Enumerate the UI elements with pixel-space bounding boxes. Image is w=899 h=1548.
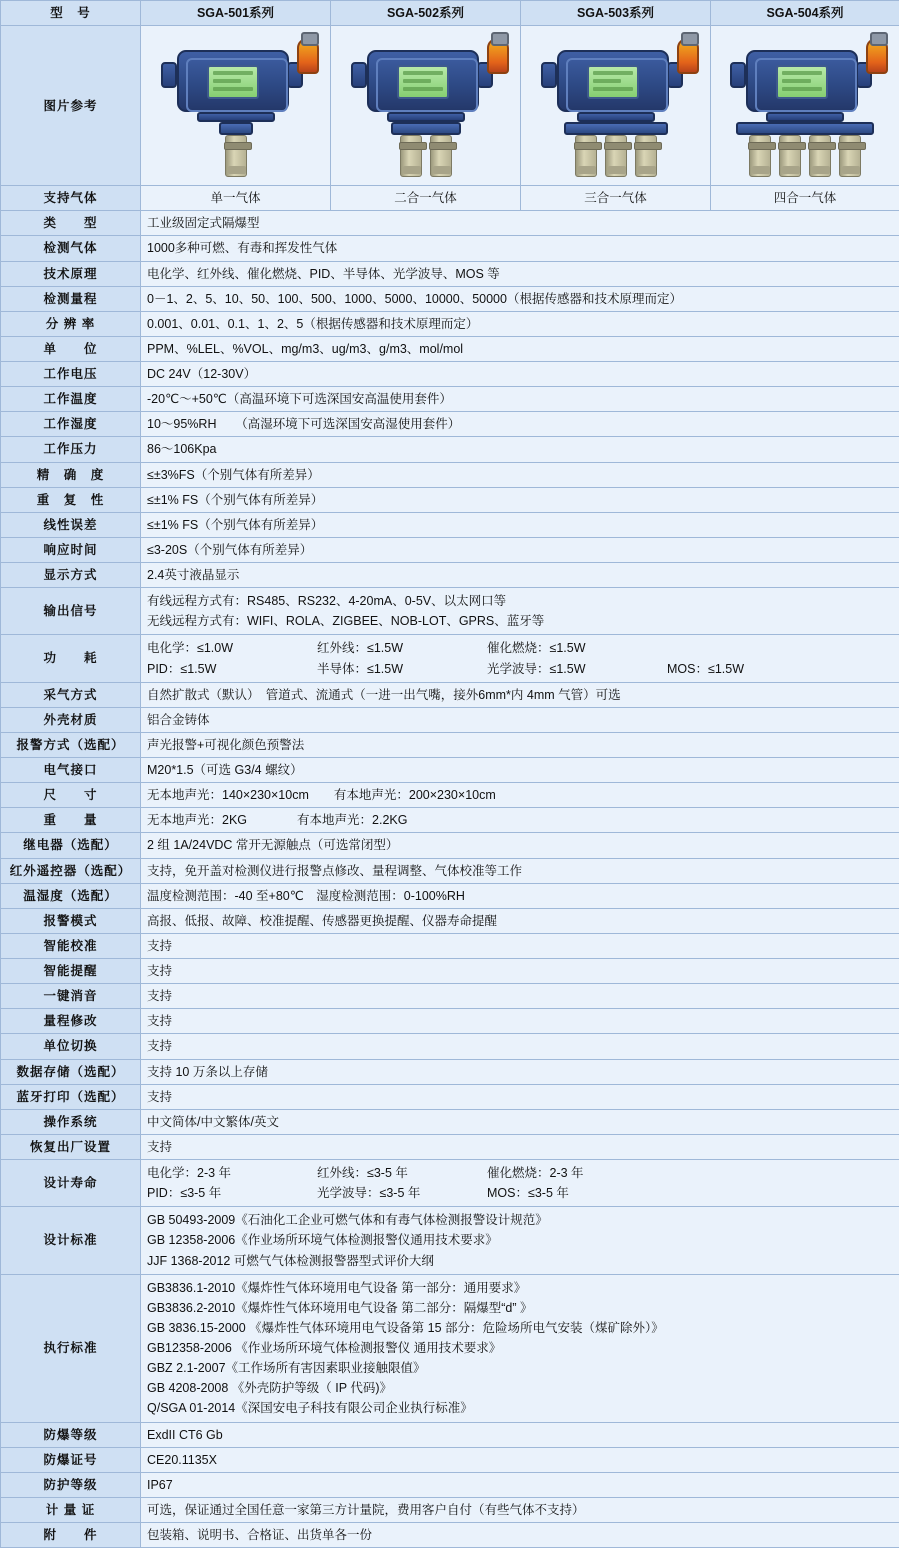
gas-cell-3: 三合一气体 <box>521 186 711 211</box>
row-label: 重 复 性 <box>1 487 141 512</box>
row-value: 中文简体/中文繁体/英文 <box>141 1109 899 1134</box>
table-row <box>1 1422 899 1447</box>
product-image-4 <box>711 26 899 186</box>
row-label-exec-standard: 执行标准 <box>1 1274 141 1422</box>
table-row <box>1 512 899 537</box>
row-value-output-signal <box>141 588 899 635</box>
life-item: 红外线：≤3-5 年 <box>317 1164 487 1182</box>
row-value-design-life <box>141 1160 899 1207</box>
table-row <box>1 387 899 412</box>
row-value: M20*1.5（可选 G3/4 螺纹） <box>141 758 899 783</box>
table-row <box>1 362 899 387</box>
model-cell-1: SGA-501系列 <box>141 1 331 26</box>
alarm-light-icon <box>866 38 888 74</box>
table-row <box>1 833 899 858</box>
row-value: 电化学、红外线、催化燃烧、PID、半导体、光学波导、MOS 等 <box>141 261 899 286</box>
table-row <box>1 1009 899 1034</box>
row-value: IP67 <box>141 1472 899 1497</box>
standard-line: GBZ 2.1-2007《工作场所有害因素职业接触限值》 <box>147 1358 893 1378</box>
row-label: 类 型 <box>1 211 141 236</box>
row-label: 一键消音 <box>1 984 141 1009</box>
row-value: 支持 <box>141 1084 899 1109</box>
product-image-1 <box>141 26 331 186</box>
row-value: ≤±3%FS（个别气体有所差异） <box>141 462 899 487</box>
row-label: 外壳材质 <box>1 707 141 732</box>
table-row <box>1 732 899 757</box>
table-row-design-life <box>1 1160 899 1207</box>
row-label: 检测气体 <box>1 236 141 261</box>
power-item: 电化学：≤1.0W <box>147 639 317 657</box>
table-row <box>1 908 899 933</box>
table-row <box>1 211 899 236</box>
row-label: 采气方式 <box>1 682 141 707</box>
table-row <box>1 563 899 588</box>
row-value: 86～106Kpa <box>141 437 899 462</box>
row-value: 可选，保证通过全国任意一家第三方计量院，费用客户自付（有些气体不支持） <box>141 1497 899 1522</box>
row-value: ExdII CT6 Gb <box>141 1422 899 1447</box>
power-item: 半导体：≤1.5W <box>317 660 487 678</box>
power-item: 催化燃烧：≤1.5W <box>487 639 667 657</box>
table-row-model <box>1 1 899 26</box>
table-row <box>1 412 899 437</box>
alarm-light-icon <box>487 38 509 74</box>
row-label: 智能提醒 <box>1 959 141 984</box>
row-value: 工业级固定式隔爆型 <box>141 211 899 236</box>
table-row <box>1 1059 899 1084</box>
table-row-power <box>1 635 899 682</box>
row-value: 无本地声光：2KG 有本地声光：2.2KG <box>141 808 899 833</box>
model-cell-2: SGA-502系列 <box>331 1 521 26</box>
row-label-output-signal: 输出信号 <box>1 588 141 635</box>
table-row <box>1 1447 899 1472</box>
row-value: 温度检测范围：-40 至+80℃ 湿度检测范围：0-100%RH <box>141 883 899 908</box>
power-item: 光学波导：≤1.5W <box>487 660 667 678</box>
row-value: CE20.1135X <box>141 1447 899 1472</box>
row-value: 支持，免开盖对检测仪进行报警点修改、量程调整、气体校准等工作 <box>141 858 899 883</box>
model-cell-3: SGA-503系列 <box>521 1 711 26</box>
life-item: 光学波导：≤3-5 年 <box>317 1184 487 1202</box>
row-value: 自然扩散式（默认） 管道式、流通式（一进一出气嘴，接外6mm*内 4mm 气管）可选 <box>141 682 899 707</box>
row-value: 支持 <box>141 1009 899 1034</box>
power-line-2 <box>147 659 893 679</box>
table-row <box>1 758 899 783</box>
row-value: PPM、%LEL、%VOL、mg/m3、ug/m3、g/m3、mol/mol <box>141 336 899 361</box>
row-label-model: 型 号 <box>1 1 141 26</box>
life-line-1 <box>147 1163 893 1183</box>
life-line-2 <box>147 1183 893 1203</box>
row-label: 操作系统 <box>1 1109 141 1134</box>
row-value-design-standard <box>141 1207 899 1274</box>
row-label: 工作电压 <box>1 362 141 387</box>
row-label: 尺 寸 <box>1 783 141 808</box>
row-label: 红外遥控器（选配） <box>1 858 141 883</box>
row-value: 0－1、2、5、10、50、100、500、1000、5000、10000、50000（根据传感器和技术原理而定） <box>141 286 899 311</box>
row-label: 防爆证号 <box>1 1447 141 1472</box>
row-label: 数据存储（选配） <box>1 1059 141 1084</box>
table-row <box>1 311 899 336</box>
row-label: 线性误差 <box>1 512 141 537</box>
row-label: 响应时间 <box>1 537 141 562</box>
row-value: 支持 10 万条以上存储 <box>141 1059 899 1084</box>
table-row <box>1 808 899 833</box>
row-label: 重 量 <box>1 808 141 833</box>
row-label: 精 确 度 <box>1 462 141 487</box>
row-label: 防护等级 <box>1 1472 141 1497</box>
table-row-images <box>1 26 899 186</box>
row-value: 支持 <box>141 959 899 984</box>
power-item: PID：≤1.5W <box>147 660 317 678</box>
row-value: 0.001、0.01、0.1、1、2、5（根据传感器和技术原理而定） <box>141 311 899 336</box>
table-row-gas-support <box>1 186 899 211</box>
table-row <box>1 1134 899 1159</box>
row-value-exec-standard <box>141 1274 899 1422</box>
table-row-exec-standard <box>1 1274 899 1422</box>
row-label: 报警方式（选配） <box>1 732 141 757</box>
model-cell-4: SGA-504系列 <box>711 1 899 26</box>
row-label: 蓝牙打印（选配） <box>1 1084 141 1109</box>
row-value: 支持 <box>141 1134 899 1159</box>
table-row <box>1 261 899 286</box>
table-row <box>1 1523 899 1548</box>
standard-line: GB 3836.15-2000 《爆炸性气体环境用电气设备第 15 部分：危险场所电气安装（煤矿除外）》 <box>147 1318 893 1338</box>
row-label-image: 图片参考 <box>1 26 141 186</box>
row-label-design-standard: 设计标准 <box>1 1207 141 1274</box>
row-label: 工作压力 <box>1 437 141 462</box>
row-value: 1000多种可燃、有毒和挥发性气体 <box>141 236 899 261</box>
table-row <box>1 1084 899 1109</box>
row-label: 单位切换 <box>1 1034 141 1059</box>
row-value: ≤±1% FS（个别气体有所差异） <box>141 487 899 512</box>
row-value: 10～95%RH （高湿环境下可选深国安高湿使用套件） <box>141 412 899 437</box>
row-value: 高报、低报、故障、校准提醒、传感器更换提醒、仪器寿命提醒 <box>141 908 899 933</box>
alarm-light-icon <box>297 38 319 74</box>
row-label: 防爆等级 <box>1 1422 141 1447</box>
row-label: 继电器（选配） <box>1 833 141 858</box>
gas-cell-1: 单一气体 <box>141 186 331 211</box>
life-item: PID：≤3-5 年 <box>147 1184 317 1202</box>
table-row <box>1 537 899 562</box>
table-row <box>1 933 899 958</box>
alarm-light-icon <box>677 38 699 74</box>
power-item: MOS：≤1.5W <box>667 660 744 678</box>
standard-line: GB 4208-2008 《外壳防护等级（ IP 代码)》 <box>147 1378 893 1398</box>
row-label-design-life: 设计寿命 <box>1 1160 141 1207</box>
table-row <box>1 286 899 311</box>
standard-line: GB 50493-2009《石油化工企业可燃气体和有毒气体检测报警设计规范》 <box>147 1210 893 1230</box>
row-value: ≤±1% FS（个别气体有所差异） <box>141 512 899 537</box>
table-row <box>1 487 899 512</box>
table-row <box>1 682 899 707</box>
table-row-output-signal <box>1 588 899 635</box>
table-row <box>1 236 899 261</box>
product-image-2 <box>331 26 521 186</box>
table-row <box>1 437 899 462</box>
standard-line: JJF 1368-2012 可燃气气体检测报警器型式评价大纲 <box>147 1251 893 1271</box>
row-label-power: 功 耗 <box>1 635 141 682</box>
table-row <box>1 1109 899 1134</box>
row-value: ≤3-20S（个别气体有所差异） <box>141 537 899 562</box>
row-label: 电气接口 <box>1 758 141 783</box>
table-row <box>1 984 899 1009</box>
row-label: 计 量 证 <box>1 1497 141 1522</box>
row-label: 智能校准 <box>1 933 141 958</box>
row-value: 2 组 1A/24VDC 常开无源触点（可选常闭型） <box>141 833 899 858</box>
table-row <box>1 336 899 361</box>
power-item: 红外线：≤1.5W <box>317 639 487 657</box>
row-label: 分 辨 率 <box>1 311 141 336</box>
row-value: -20℃～+50℃（高温环境下可选深国安高温使用套件） <box>141 387 899 412</box>
life-item: 电化学：2-3 年 <box>147 1164 317 1182</box>
row-label: 显示方式 <box>1 563 141 588</box>
table-row <box>1 462 899 487</box>
table-row <box>1 883 899 908</box>
life-item: 催化燃烧：2-3 年 <box>487 1164 667 1182</box>
row-label: 工作湿度 <box>1 412 141 437</box>
row-value: 支持 <box>141 984 899 1009</box>
row-label-gas-support: 支持气体 <box>1 186 141 211</box>
row-label: 工作温度 <box>1 387 141 412</box>
standard-line: GB 12358-2006《作业场所环境气体检测报警仪通用技术要求》 <box>147 1230 893 1250</box>
row-value: 无本地声光：140×230×10cm 有本地声光：200×230×10cm <box>141 783 899 808</box>
row-value: DC 24V（12-30V） <box>141 362 899 387</box>
row-value: 包装箱、说明书、合格证、出货单各一份 <box>141 1523 899 1548</box>
output-line-wired: 有线远程方式有：RS485、RS232、4-20mA、0-5V、以太网口等 <box>147 591 893 611</box>
row-value: 支持 <box>141 1034 899 1059</box>
row-label: 附 件 <box>1 1523 141 1548</box>
standard-line: GB3836.2-2010《爆炸性气体环境用电气设备 第二部分：隔爆型“d” 》 <box>147 1298 893 1318</box>
table-row <box>1 1034 899 1059</box>
row-label: 报警模式 <box>1 908 141 933</box>
row-value: 2.4英寸液晶显示 <box>141 563 899 588</box>
output-line-wireless: 无线远程方式有：WIFI、ROLA、ZIGBEE、NOB-LOT、GPRS、蓝牙等 <box>147 611 893 631</box>
table-row <box>1 1472 899 1497</box>
row-label: 量程修改 <box>1 1009 141 1034</box>
life-item: MOS：≤3-5 年 <box>487 1184 667 1202</box>
row-value: 铝合金铸体 <box>141 707 899 732</box>
row-label: 检测量程 <box>1 286 141 311</box>
power-line-1 <box>147 638 893 658</box>
standard-line: GB3836.1-2010《爆炸性气体环境用电气设备 第一部分：通用要求》 <box>147 1278 893 1298</box>
table-row <box>1 959 899 984</box>
product-image-3 <box>521 26 711 186</box>
row-label: 单 位 <box>1 336 141 361</box>
row-label: 技术原理 <box>1 261 141 286</box>
row-label: 恢复出厂设置 <box>1 1134 141 1159</box>
gas-cell-4: 四合一气体 <box>711 186 899 211</box>
row-value: 声光报警+可视化颜色预警法 <box>141 732 899 757</box>
table-row-design-standard <box>1 1207 899 1274</box>
row-value: 支持 <box>141 933 899 958</box>
gas-cell-2: 二合一气体 <box>331 186 521 211</box>
table-row <box>1 707 899 732</box>
table-row <box>1 858 899 883</box>
table-row <box>1 783 899 808</box>
standard-line: Q/SGA 01-2014《深国安电子科技有限公司企业执行标准》 <box>147 1398 893 1418</box>
row-value-power <box>141 635 899 682</box>
standard-line: GB12358-2006 《作业场所环境气体检测报警仪 通用技术要求》 <box>147 1338 893 1358</box>
row-label: 温湿度（选配） <box>1 883 141 908</box>
table-row <box>1 1497 899 1522</box>
